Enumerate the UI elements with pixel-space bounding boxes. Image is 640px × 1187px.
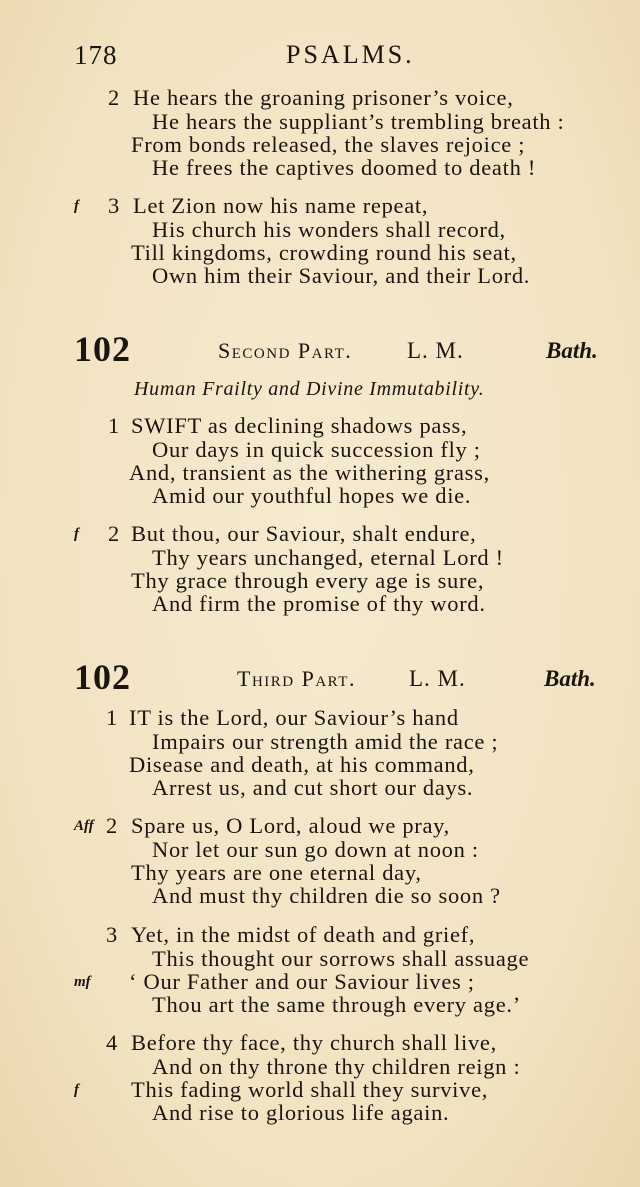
page-header (0, 36, 640, 76)
verse-line: Arrest us, and cut short our days. (152, 775, 474, 800)
dynamic-mark: f (74, 1082, 79, 1098)
hymn-heading (0, 656, 640, 696)
verse-line: And on thy throne thy children reign : (152, 1054, 521, 1079)
dynamic-mark: f (74, 526, 79, 542)
verse-line: From bonds released, the slaves rejoice ; (131, 132, 526, 157)
verse-number: 1 (108, 413, 120, 438)
dynamic-mark: Aff (74, 818, 94, 834)
verse-line: Disease and death, at his command, (129, 752, 475, 777)
verse-line: Nor let our sun go down at noon : (152, 837, 479, 862)
verse-number: 4 (106, 1030, 118, 1055)
verse-line: But thou, our Saviour, shalt endure, (131, 521, 477, 546)
verse-line: ‘ Our Father and our Saviour lives ; (129, 969, 475, 994)
hymn-heading (0, 328, 640, 368)
meter: L. M. (407, 338, 464, 363)
verse-line: Our days in quick succession fly ; (152, 437, 481, 462)
verse-line: IT is the Lord, our Saviour’s hand (129, 705, 459, 730)
verse-line: And firm the promise of thy word. (152, 591, 486, 616)
verse-line: Let Zion now his name repeat, (133, 193, 429, 218)
part-title: Third Part. (237, 666, 356, 691)
verse-number: 2 (108, 85, 120, 110)
page-number: 178 (74, 40, 118, 70)
hymn-number: 102 (74, 329, 131, 369)
verse-line: SWIFT as declining shadows pass, (131, 413, 468, 438)
tune-name: Bath. (546, 338, 598, 363)
verse-line: Thy grace through every age is sure, (131, 568, 485, 593)
verse-number: 2 (106, 813, 118, 838)
verse-number: 2 (108, 521, 120, 546)
verse-line: Amid our youthful hopes we die. (152, 483, 472, 508)
verse-line: He frees the captives doomed to death ! (152, 155, 537, 180)
hymn-subtitle: Human Frailty and Divine Immutability. (134, 378, 485, 400)
verse-line: Yet, in the midst of death and grief, (131, 922, 476, 947)
verse-line: Till kingdoms, crowding round his seat, (131, 240, 517, 265)
verse-number: 3 (108, 193, 120, 218)
verse-line: This thought our sorrows shall assuage (152, 946, 530, 971)
dynamic-mark: f (74, 198, 79, 214)
verse-line: And, transient as the withering grass, (129, 460, 490, 485)
verse-line: Spare us, O Lord, aloud we pray, (131, 813, 450, 838)
verse-line: And rise to glorious life again. (152, 1100, 450, 1125)
part-title: Second Part. (218, 338, 353, 363)
verse-number: 1 (106, 705, 118, 730)
verse-line: Thy years unchanged, eternal Lord ! (152, 545, 504, 570)
verse-line: Own him their Saviour, and their Lord. (152, 263, 531, 288)
verse-line: Thy years are one eternal day, (131, 860, 422, 885)
verse-line: This fading world shall they survive, (131, 1077, 489, 1102)
meter: L. M. (409, 666, 466, 691)
verse-number: 3 (106, 922, 118, 947)
dynamic-mark: mf (74, 974, 91, 990)
verse-line: And must thy children die so soon ? (152, 883, 501, 908)
verse-line: Impairs our strength amid the race ; (152, 729, 499, 754)
verse-line: He hears the groaning prisoner’s voice, (133, 85, 514, 110)
verse-line: His church his wonders shall record, (152, 217, 506, 242)
verse-line: Before thy face, thy church shall live, (131, 1030, 497, 1055)
hymn-number: 102 (74, 657, 131, 697)
tune-name: Bath. (544, 666, 596, 691)
verse-line: Thou art the same through every age.’ (152, 992, 521, 1017)
running-head: PSALMS. (286, 40, 415, 69)
verse-line: He hears the suppliant’s trembling breath : (152, 109, 565, 134)
